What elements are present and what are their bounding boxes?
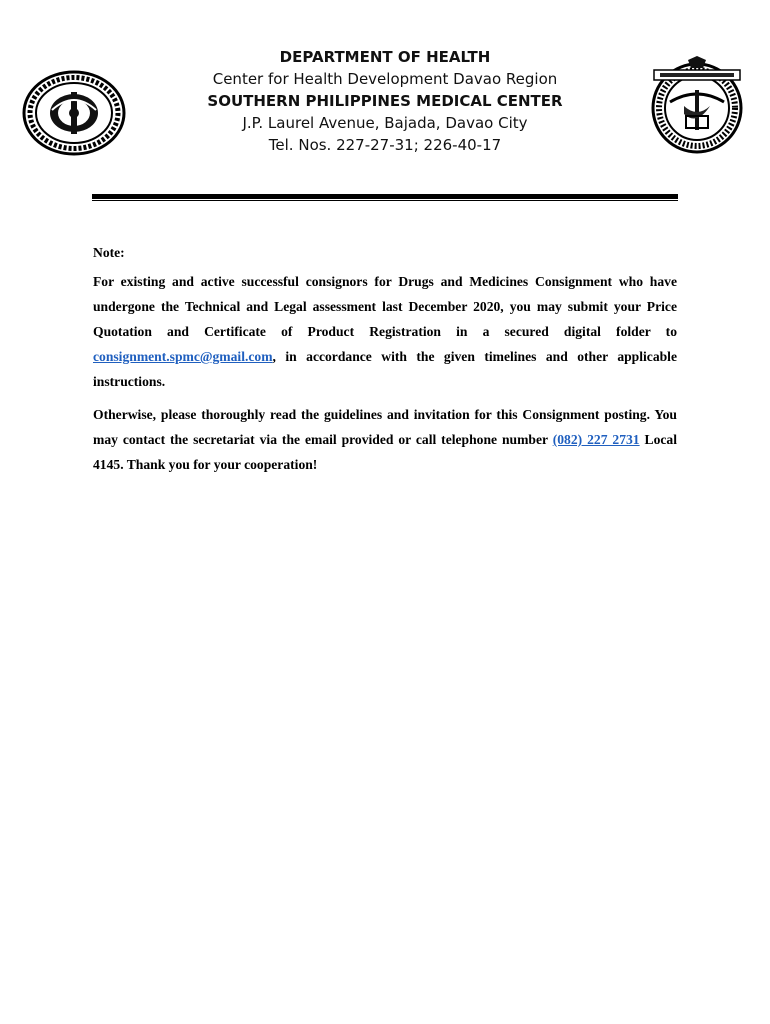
letterhead [0, 0, 770, 200]
regional-center-name: Center for Health Development Davao Region [212, 70, 558, 88]
consignment-email-link[interactable]: consignment.spmc@gmail.com [93, 349, 273, 364]
telephone-numbers: Tel. Nos. 227-27-31; 226-40-17 [268, 136, 502, 154]
paragraph-contact-secretariat [93, 402, 677, 477]
paragraph-2-text-end: Local 4145. Thank you for your cooperation! [93, 432, 677, 472]
header-divider-thin [92, 200, 678, 201]
notice-body [93, 240, 677, 485]
department-name: DEPARTMENT OF HEALTH [279, 48, 491, 66]
note-title: Note: [93, 245, 125, 260]
paragraph-1-text-end: in accordance with the given timelines and other applicable instructions. [93, 349, 677, 389]
paragraph-2-text-start: Otherwise, please thoroughly read the guidelines and invitation for this Consignment posting. You may contact the secretariat via the email provided or call telephone number [93, 407, 677, 447]
paragraph-existing-consignors [93, 269, 677, 394]
header-divider-thick [92, 194, 678, 199]
hospital-name: SOUTHERN PHILIPPINES MEDICAL CENTER [207, 92, 563, 110]
letterhead-text [170, 46, 600, 156]
southern-philippines-medical-center-seal-icon [648, 56, 746, 154]
address: J.P. Laurel Avenue, Bajada, Davao City [242, 114, 528, 132]
paragraph-1-comma: , [272, 349, 276, 364]
paragraph-1-text-start: For existing and active successful consignors for Drugs and Medicines Consignment who have undergone the Technical and Legal assessment last December 2020, you may submit your Price Quotation and Certificate of Product Registration in a secured digital folder to [93, 274, 677, 339]
telephone-number-link[interactable]: (082) 227 2731 [552, 432, 640, 447]
department-of-health-seal-icon [22, 70, 126, 156]
